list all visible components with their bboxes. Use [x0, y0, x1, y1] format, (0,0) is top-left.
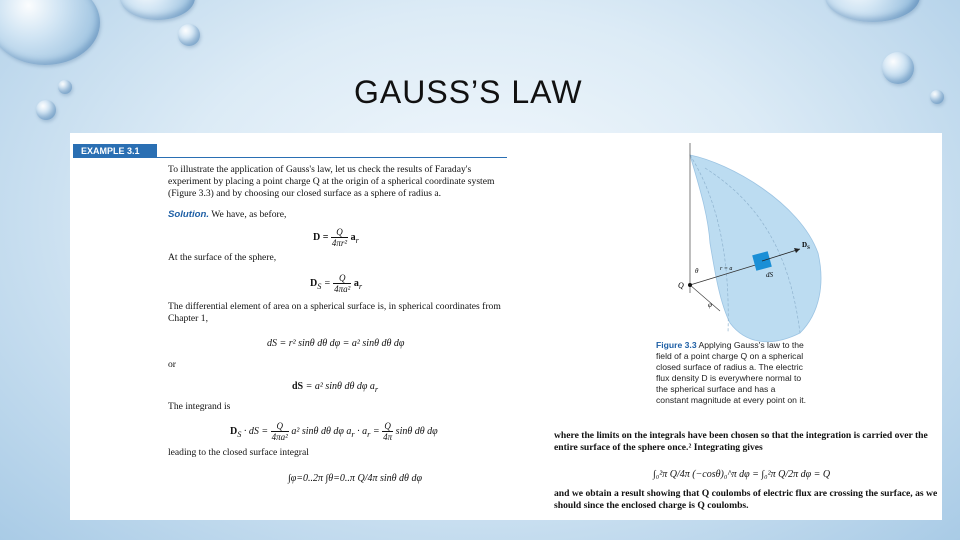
or-text: or	[168, 359, 176, 370]
charge-point	[688, 283, 692, 287]
water-droplet	[178, 24, 200, 46]
label-q: Q	[678, 281, 684, 290]
water-droplet	[0, 0, 100, 65]
figure-caption-text: Applying Gauss's law to the field of a point charge Q on a spherical closed surface of radius a. The electric flux density D is everywhere normal to the spherical surface and has a constant magnitude at every point on it.	[656, 340, 807, 405]
slide-title: GAUSS’S LAW	[354, 74, 583, 110]
water-droplet	[120, 0, 195, 20]
equation-4: dS = a² sinθ dθ dφ $a_r$	[292, 381, 379, 394]
differential-text: The differential element of area on a spherical surface is, in spherical coordinates from Chapter 1,	[168, 301, 501, 324]
label-phi: φ	[708, 301, 712, 309]
at-surface-text: At the surface of the sphere,	[168, 252, 277, 263]
label-theta: θ	[695, 267, 699, 275]
equation-2: $D_S$ = $\frac{Q}{\text{4πa²}}$ $a_r$	[310, 273, 363, 294]
conclusion-paragraph: and we obtain a result showing that Q coulombs of electric flux are crossing the surface, as we should since the enclosed charge is Q coulombs.	[554, 488, 938, 511]
solution-text: We have, as before,	[211, 209, 287, 220]
limits-paragraph: where the limits on the integrals have been chosen so that the integration is carried over the entire surface of the sphere once.² Integrating gives	[554, 430, 928, 453]
example-badge: EXAMPLE 3.1	[73, 144, 157, 158]
label-ds-vector: $D_S$	[802, 241, 810, 251]
intro-paragraph: To illustrate the application of Gauss's law, let us check the results of Faraday's experiment by placing a point charge Q at the origin of a spherical coordinate system (Figure 3.3) and by choosing our closed surface as a sphere of radius a.	[168, 164, 495, 199]
label-r-eq-a: r = a	[720, 266, 733, 272]
equation-1: D = $\frac{Q}{\text{4πr²}}$ $a_r$	[313, 227, 359, 248]
solution-label: Solution.	[168, 209, 210, 220]
figure-label: Figure 3.3	[656, 340, 697, 350]
sphere-figure	[650, 143, 830, 343]
label-ds: dS	[766, 271, 773, 279]
phi-line	[690, 285, 720, 311]
water-droplet	[930, 90, 944, 104]
water-droplet	[36, 100, 56, 120]
water-droplet	[882, 52, 914, 84]
equation-5: $D_S$ · dS = $\frac{Q}{\text{4πa²}}$ a² sinθ dθ dφ $a_r \cdot a_r$ = $\frac{Q}{4\pi}$ sinθ dθ dφ	[230, 421, 438, 442]
example-rule	[157, 157, 507, 158]
solution-line	[168, 209, 508, 221]
figure-caption	[656, 340, 806, 406]
water-droplet	[825, 0, 920, 22]
equation-3: dS = r² sinθ dθ dφ = a² sinθ dθ dφ	[267, 338, 405, 349]
water-droplet	[58, 80, 72, 94]
leading-text: leading to the closed surface integral	[168, 447, 309, 458]
textbook-excerpt	[70, 133, 942, 520]
equation-7: ∫₀²π Q/4π (−cosθ)₀^π dφ = ∫₀²π Q/2π dφ = Q	[653, 469, 831, 480]
integrand-text: The integrand is	[168, 401, 231, 412]
equation-6: ∫φ=0..2π ∫θ=0..π Q/4π sinθ dθ dφ	[288, 473, 422, 484]
